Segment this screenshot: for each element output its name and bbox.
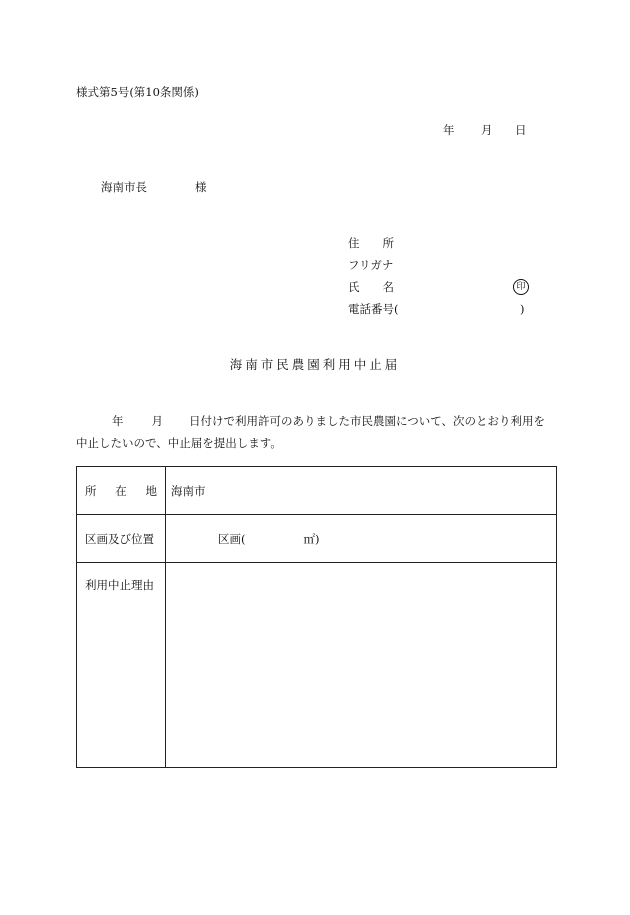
location-row — [77, 467, 557, 515]
address-label: 住 所 — [348, 236, 394, 250]
date-day: 日 — [515, 123, 527, 137]
form-number: 様式第5号(第10条関係) — [76, 85, 199, 99]
plot-label: 区画及び位置 — [77, 515, 166, 563]
plot-row — [77, 515, 557, 563]
reason-label: 利用中止理由 — [77, 563, 166, 768]
tel-row — [348, 302, 525, 324]
location-label-char: 所 — [85, 483, 97, 498]
body-line-2: 中止したいので、中止届を提出します。 — [76, 436, 282, 450]
plot-value: 区画( — [218, 531, 246, 546]
seal-mark-icon: 印 — [513, 279, 529, 295]
date-year: 年 — [443, 123, 455, 137]
addressee — [101, 179, 207, 195]
location-value: 海南市 — [166, 467, 557, 515]
applicant-block — [348, 236, 526, 324]
tel-label: 電話番号( — [348, 302, 399, 316]
date-month: 月 — [481, 123, 493, 137]
body-month: 月 — [151, 414, 163, 428]
addressee-honorific: 様 — [195, 180, 207, 194]
name-label: 氏 名 — [348, 280, 394, 294]
body-text — [76, 410, 556, 454]
address-row — [348, 236, 422, 258]
tel-close-paren: ) — [520, 302, 525, 316]
furigana-row — [348, 258, 422, 280]
details-table — [76, 466, 557, 768]
location-label — [77, 467, 166, 515]
addressee-name: 海南市長 — [101, 180, 147, 194]
plot-value-cell — [166, 515, 557, 563]
furigana-label: フリガナ — [348, 258, 394, 272]
reason-value — [166, 563, 557, 768]
location-label-char: 在 — [115, 483, 127, 498]
body-line-1 — [76, 410, 556, 432]
body-year: 年 — [112, 414, 124, 428]
reason-row — [77, 563, 557, 768]
body-line1-rest: 日付けで利用許可のありました市民農園について、次のとおり利用を — [189, 414, 546, 428]
location-label-char: 地 — [145, 483, 157, 498]
plot-unit: ㎡) — [303, 531, 320, 546]
name-row — [348, 280, 526, 302]
document-title: 海南市民農園利用中止届 — [229, 357, 401, 372]
